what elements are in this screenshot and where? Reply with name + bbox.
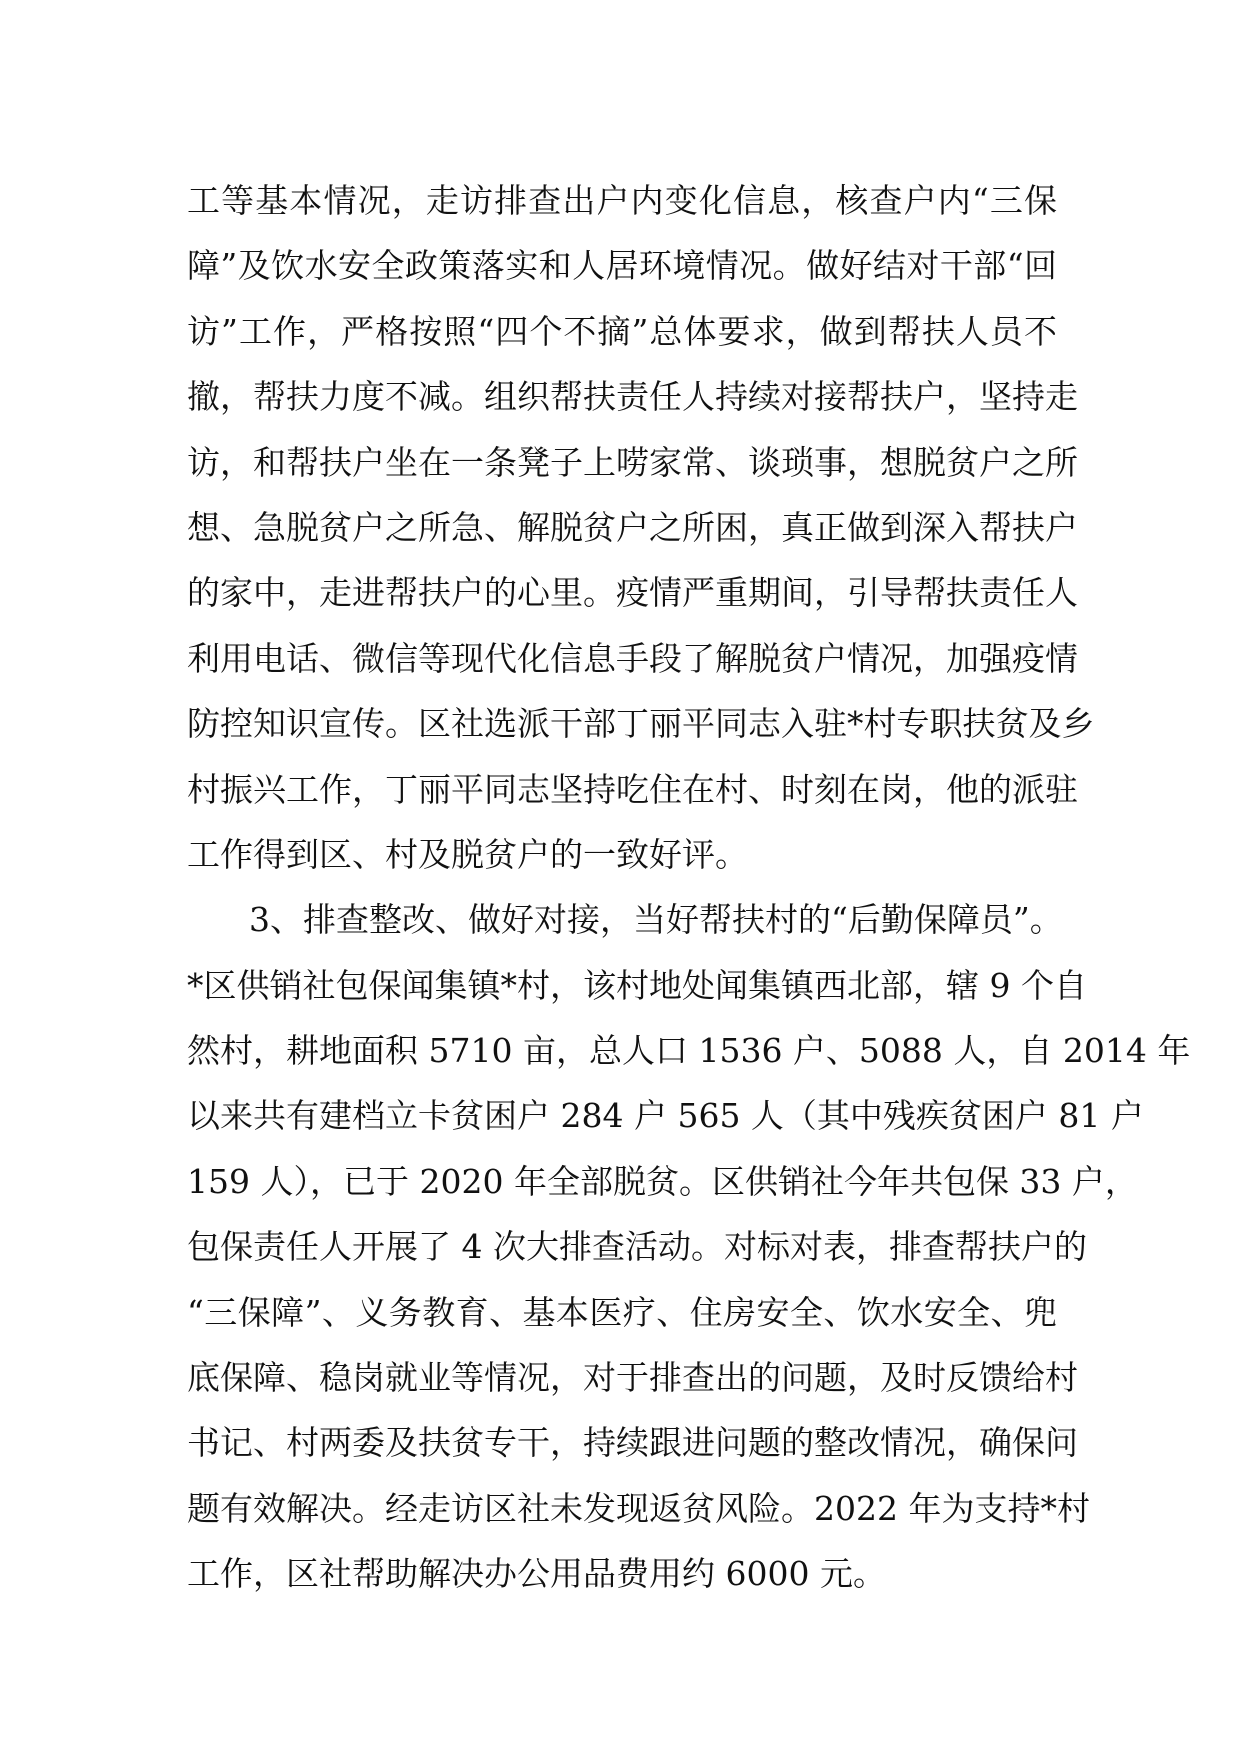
text-line: 村振兴工作，丁丽平同志坚持吃住在村、时刻在岗，他的派驻 [187, 769, 1078, 809]
section-heading-line: 3、排查整改、做好对接，当好帮扶村的“后勤保障员”。 [249, 900, 1063, 940]
body-text [187, 168, 1191, 1607]
text-line: 然村，耕地面积 5710 亩，总人口 1536 户、5088 人，自 2014 年 [187, 1031, 1191, 1071]
text-line: 工作，区社帮助解决办公用品费用约 6000 元。 [187, 1554, 886, 1594]
text-line: *区供销社包保闻集镇*村，该村地处闻集镇西北部，辖 9 个自 [187, 965, 1087, 1005]
text-line: 以来共有建档立卡贫困户 284 户 565 人（其中残疾贫困户 81 户 [187, 1096, 1144, 1136]
text-line: 工等基本情况，走访排查出户内变化信息，核查户内“三保 [187, 181, 1057, 220]
text-line: 底保障、稳岗就业等情况，对于排查出的问题，及时反馈给村 [187, 1358, 1078, 1398]
text-line: 包保责任人开展了 4 次大排查活动。对标对表，排查帮扶户的 [187, 1227, 1087, 1267]
text-line: 障”及饮水安全政策落实和人居环境情况。做好结对干部“回 [187, 246, 1057, 286]
text-line: 想、急脱贫户之所急、解脱贫户之所困，真正做到深入帮扶户 [187, 507, 1078, 547]
text-line: 撤，帮扶力度不减。组织帮扶责任人持续对接帮扶户，坚持走 [187, 377, 1078, 417]
text-line: 的家中，走进帮扶户的心里。疫情严重期间，引导帮扶责任人 [187, 573, 1078, 613]
text-line: 工作得到区、村及脱贫户的一致好评。 [187, 834, 748, 874]
text-line: 访，和帮扶户坐在一条凳子上唠家常、谈琐事，想脱贫户之所 [187, 442, 1078, 482]
text-line: 题有效解决。经走访区社未发现返贫风险。2022 年为支持*村 [187, 1488, 1090, 1528]
text-line: 书记、村两委及扶贫专干，持续跟进问题的整改情况，确保问 [187, 1423, 1078, 1463]
text-line: 159 人），已于 2020 年全部脱贫。区供销社今年共包保 33 户， [187, 1161, 1138, 1201]
text-line: “三保障”、义务教育、基本医疗、住房安全、饮水安全、兜 [187, 1292, 1057, 1332]
text-line: 防控知识宣传。区社选派干部丁丽平同志入驻*村专职扶贫及乡 [187, 704, 1095, 744]
text-line: 访”工作，严格按照“四个不摘”总体要求，做到帮扶人员不 [187, 311, 1057, 351]
text-line: 利用电话、微信等现代化信息手段了解脱贫户情况，加强疫情 [187, 638, 1078, 678]
